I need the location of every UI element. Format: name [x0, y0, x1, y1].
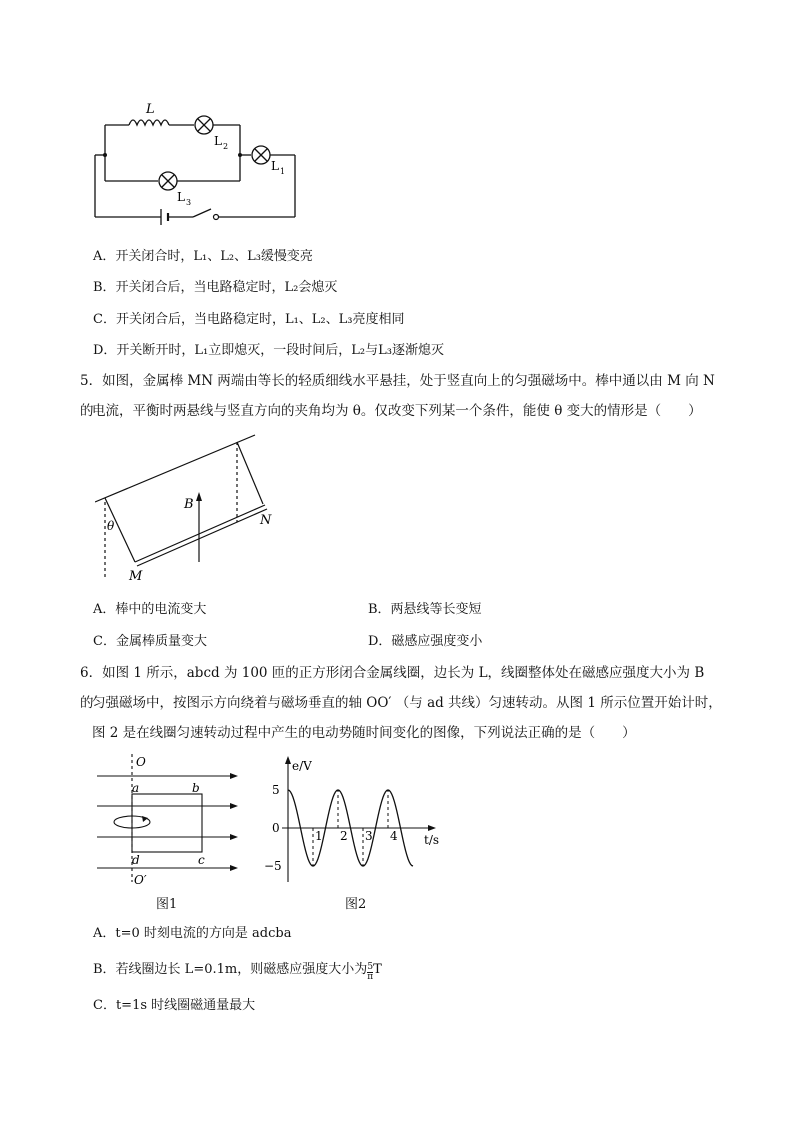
frac-numerator: 5	[367, 962, 374, 972]
svg-text:1: 1	[280, 167, 286, 176]
x-tick-label: 4	[390, 829, 398, 843]
corner-b-label: b	[192, 781, 200, 795]
figure2-caption: 图2	[345, 897, 367, 912]
q5-stem-line1: 5．如图，金属棒 MN 两端由等长的轻质细线水平悬挂，处于竖直向上的匀强磁场中。棒中通以由 M 向 N 的	[80, 373, 715, 419]
y-tick-label: 5	[272, 783, 280, 797]
axis-o-label: O	[136, 755, 146, 769]
circuit-diagram	[85, 95, 315, 230]
q6-option-c[interactable]: C．t=1s 时线圈磁通量最大	[93, 998, 256, 1013]
x-tick-label: 1	[315, 829, 323, 843]
inductor-label: L	[146, 102, 155, 117]
q5-stem-line2: 电流，平衡时两悬线与竖直方向的夹角均为 θ。仅改变下列某一个条件，能使 θ 变大的情形是（ ）	[92, 403, 702, 419]
figure1-caption: 图1	[156, 897, 178, 912]
q6-stem-line3: 图 2 是在线圈匀速转动过程中产生的电动势随时间变化的图像，下列说法正确的是（ ）	[92, 725, 636, 741]
q6-option-a[interactable]: A．t=0 时刻电流的方向是 adcba	[93, 926, 292, 941]
theta-label: θ	[107, 519, 115, 533]
corner-d-label: d	[132, 853, 140, 867]
y-tick-label: −5	[264, 859, 282, 873]
y-tick-label: 0	[272, 821, 280, 835]
q6-stem-line1: 6．如图 1 所示，abcd 为 100 匝的正方形闭合金属线圈，边长为 L，线圈整体处在磁感应强度大小为 B 的	[80, 665, 705, 711]
q5-option-d[interactable]: D．磁感应强度变小	[368, 634, 483, 649]
q5-option-a[interactable]: A．棒中的电流变大	[93, 602, 207, 617]
lamp-l1-label: L	[271, 159, 279, 173]
x-axis-label: t/s	[424, 833, 440, 847]
corner-a-label: a	[132, 781, 140, 795]
lamp-l3-label: L	[177, 190, 185, 204]
q5-option-b[interactable]: B．两悬线等长变短	[368, 602, 482, 617]
q6-option-b[interactable]: B．若线圈边长 L=0.1m，则磁感应强度大小为 $\frac{5}{\pi}$ T	[93, 962, 382, 982]
y-axis-label: e/V	[292, 759, 312, 773]
corner-c-label: c	[198, 853, 205, 867]
q4-option-c[interactable]: C．开关闭合后，当电路稳定时，L₁、L₂、L₃亮度相同	[93, 312, 405, 327]
q4-option-b[interactable]: B．开关闭合后，当电路稳定时，L₂会熄灭	[93, 280, 338, 295]
lamp-l2-label: L	[214, 134, 222, 148]
b-field-label: B	[184, 497, 194, 512]
x-tick-label: 2	[340, 829, 348, 843]
svg-text:2: 2	[223, 142, 229, 151]
axis-oprime-label: O′	[134, 873, 147, 887]
q6-stem-line2: 匀强磁场中，按图示方向绕着与磁场垂直的轴 OO′ （与 ad 共线）匀速转动。从图 1 所示位置开始计时，	[92, 695, 722, 711]
x-tick-label: 3	[365, 829, 373, 843]
svg-text:3: 3	[186, 198, 192, 207]
figure2-emf-chart	[262, 752, 452, 887]
rod-diagram	[95, 432, 285, 582]
figure1-coil	[92, 752, 242, 892]
rod-end-m-label: M	[129, 569, 143, 582]
rod-end-n-label: N	[260, 513, 272, 528]
q5-option-c[interactable]: C．金属棒质量变大	[93, 634, 207, 649]
q4-option-d[interactable]: D．开关断开时，L₁立即熄灭，一段时间后，L₂与L₃逐渐熄灭	[93, 343, 444, 358]
frac-denominator: π	[367, 972, 374, 982]
q4-option-a[interactable]: A．开关闭合时，L₁、L₂、L₃缓慢变亮	[93, 249, 313, 264]
